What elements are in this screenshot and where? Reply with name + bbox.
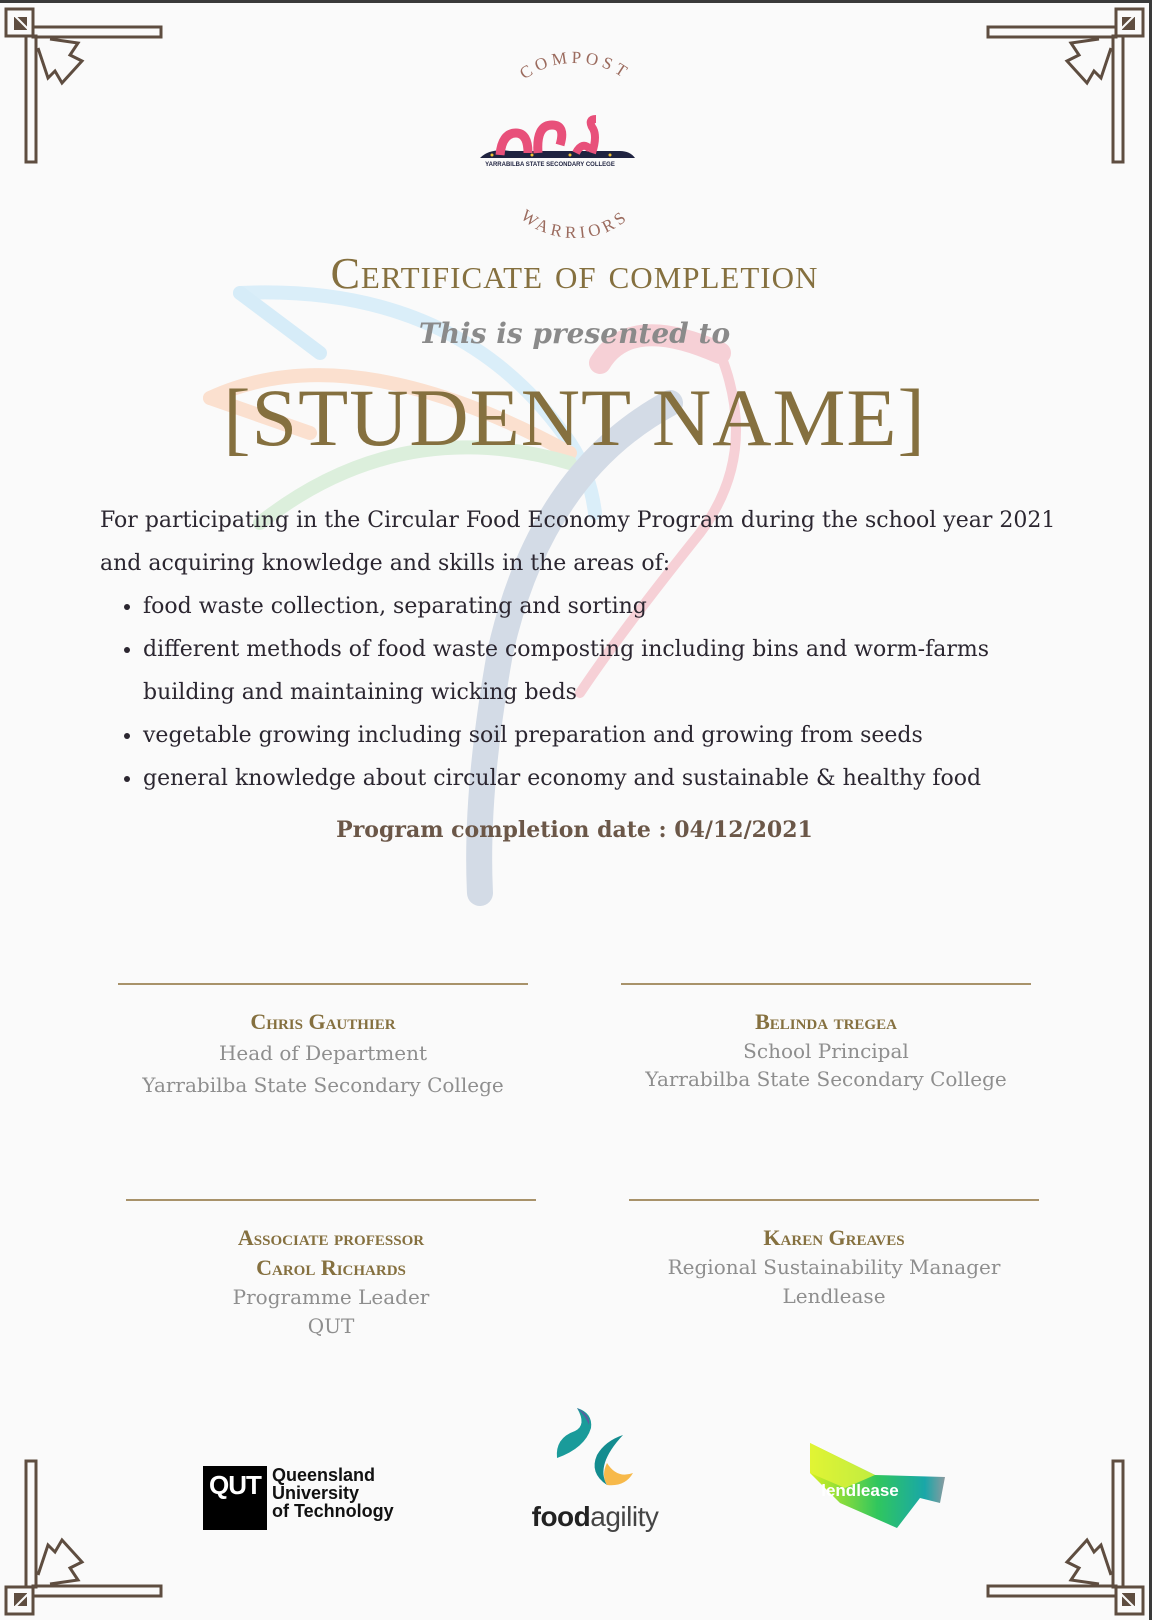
signatory-name: Chris Gauthier [250,1009,396,1034]
signatory-org: QUT [307,1314,355,1338]
certificate-title: Certificate of completion [330,249,819,298]
signatory-role: School Principal [743,1039,909,1063]
signatory-role: Regional Sustainability Manager [667,1255,1001,1279]
foodagility-wordmark [525,1501,665,1533]
svg-text:COMPOST [516,48,634,83]
art-deco-corner-icon [979,3,1149,173]
signature-block-head-of-department [118,983,528,1101]
lendlease-logo [805,1433,945,1533]
qut-wordmark [272,1466,394,1520]
certificate-page [0,3,1149,1620]
compost-warriors-worm-icon [480,47,670,243]
lendlease-wordmark: lendlease [821,1481,899,1500]
qut-mark: QUT [203,1466,267,1530]
corner-ornament-bottom-right [979,1450,1149,1620]
signatory-name: Karen Greaves [763,1225,905,1250]
logo-arc-top-text: COMPOST [516,47,634,83]
signature-line [118,983,528,985]
areas-list [100,585,1080,800]
completion-date: Program completion date : 04/12/2021 [336,817,813,843]
art-deco-corner-icon [0,1450,170,1620]
signature-block-principal [621,983,1031,1093]
intro-line-2: and acquiring knowledge and skills in the areas of: [100,551,671,576]
qut-logo [203,1466,394,1530]
art-deco-corner-icon [979,1450,1149,1620]
signatory-name: Belinda tregea [755,1009,897,1034]
signatory-org: Yarrabilba State Secondary College [142,1073,504,1097]
signatory-role: Head of Department [218,1041,428,1065]
art-deco-corner-icon [0,3,170,173]
intro-line-1: For participating in the Circular Food Economy Program during the school year 2021 [100,508,1056,533]
area-item: • food waste collection, separating and sorting [143,585,1080,628]
foodagility-logo [525,1403,665,1533]
signature-block-sustainability-manager [629,1199,1039,1311]
signature-line [621,983,1031,985]
corner-ornament-top-right [979,3,1149,173]
area-item: • different methods of food waste composting including bins and worm-farms building and maintaining wicking beds [143,628,1013,714]
certificate-body [100,499,1080,800]
area-item: • general knowledge about circular economy and sustainable & healthy food [143,757,1080,800]
compost-warriors-logo [480,47,670,243]
qut-line-1: Queensland [272,1465,376,1485]
area-item: • vegetable growing including soil preparation and growing from seeds [143,714,1080,757]
student-name: [STUDENT NAME] [223,372,926,463]
signatory-name: Carol Richards [256,1255,406,1280]
signature-line [126,1199,536,1201]
signatory-role: Programme Leader [232,1285,430,1309]
signatory-title: Associate professor [237,1225,425,1250]
foodagility-word-light: agility [590,1501,659,1532]
svg-text:WARRIORS [517,206,632,243]
lendlease-ribbon-icon [805,1433,945,1533]
logo-arc-bottom-text: WARRIORS [517,205,633,243]
signature-line [629,1199,1039,1201]
signatory-org: Lendlease [782,1284,886,1308]
presented-to-text: This is presented to [418,317,731,350]
qut-line-3: of Technology [272,1501,394,1521]
qut-line-2: University [272,1483,360,1503]
signature-block-programme-leader [126,1199,536,1341]
corner-ornament-bottom-left [0,1450,170,1620]
corner-ornament-top-left [0,3,170,173]
logo-school-text: YARRABILBA STATE SECONDARY COLLEGE [485,162,615,168]
foodagility-word-bold: food [531,1501,591,1532]
signatory-org: Yarrabilba State Secondary College [645,1067,1007,1091]
foodagility-leaf-icon [545,1403,645,1503]
